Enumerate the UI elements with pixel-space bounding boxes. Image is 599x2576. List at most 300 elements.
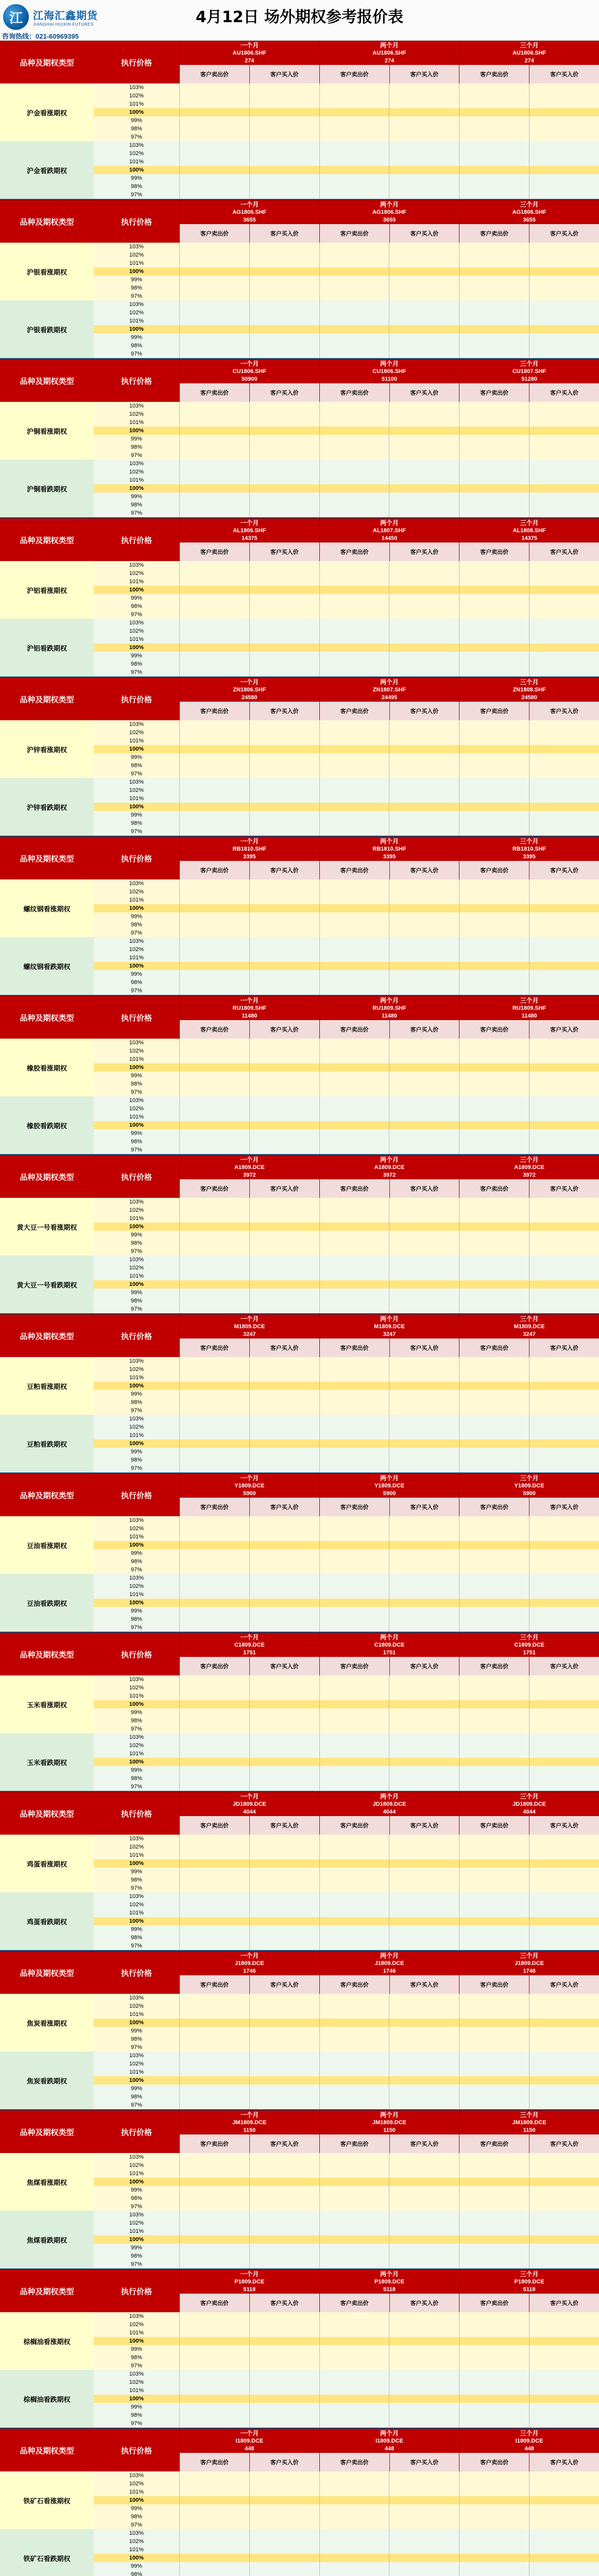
quote-cell (529, 2378, 599, 2386)
quote-cell (319, 2068, 389, 2076)
put-section (0, 460, 599, 517)
quote-cell (249, 1766, 319, 1774)
quote-cell (179, 1464, 249, 1472)
quote-cell (459, 1072, 529, 1080)
quote-cell (179, 720, 249, 728)
call-rows (94, 1516, 599, 1574)
quote-cell (459, 2101, 529, 2109)
quote-cell (179, 643, 249, 652)
quote-cell (529, 100, 599, 108)
call-suffix: 看涨期权 (40, 2020, 67, 2028)
quote-cell (319, 1566, 389, 1574)
quote-cell (249, 619, 319, 627)
put-suffix: 看跌期权 (43, 963, 71, 971)
quote-cell (459, 509, 529, 517)
block-header-months (179, 2429, 599, 2471)
call-type-label (0, 1835, 94, 1892)
quote-cell (249, 904, 319, 912)
quote-cell (249, 1574, 319, 1582)
strike-row (94, 292, 599, 300)
quote-cell (459, 2002, 529, 2010)
contract-code: CU1806.SHF (372, 368, 406, 375)
strike-row (94, 300, 599, 309)
quote-cell (179, 342, 249, 350)
quote-cell (529, 753, 599, 761)
strike-row (94, 1876, 599, 1884)
quote-cell (529, 468, 599, 476)
quote-cell (179, 929, 249, 937)
month-column (179, 2429, 319, 2471)
quote-cell (249, 2537, 319, 2546)
quote-cell (249, 2170, 319, 2178)
quote-cell (529, 819, 599, 827)
call-type-label (0, 1039, 94, 1096)
quote-cell (249, 1843, 319, 1851)
quote-cell (389, 1456, 459, 1464)
contract-price: 3395 (243, 854, 256, 860)
product-name: 沪银 (26, 326, 40, 334)
quote-cell (249, 770, 319, 778)
quote-cell (249, 753, 319, 761)
contract-info (180, 527, 319, 543)
quote-cell (249, 2244, 319, 2252)
quote-cell (389, 2093, 459, 2101)
contract-code: JD1809.DCE (512, 1801, 546, 1807)
strike-row (94, 2411, 599, 2419)
quote-cell (389, 2521, 459, 2529)
quote-cell (319, 1708, 389, 1717)
strike-value: 97% (130, 988, 143, 994)
product-name: 鸡蛋 (26, 1860, 40, 1869)
quote-cell (529, 929, 599, 937)
quote-cell (319, 1374, 389, 1382)
product-type-heading: 品种及期权类型 (20, 58, 74, 67)
contract-code: AU1806.SHF (232, 50, 267, 56)
bid-heading: 客户卖出价 (180, 1338, 249, 1357)
contract-code: JD1809.DCE (232, 1801, 266, 1807)
quote-cell (529, 2480, 599, 2488)
quote-cell (529, 668, 599, 676)
put-section (0, 2370, 599, 2428)
quote-cell (389, 350, 459, 358)
quote-cell (459, 149, 529, 158)
quote-cell (529, 476, 599, 484)
quote-cell (459, 2496, 529, 2504)
month-column (459, 360, 599, 402)
contract-info (180, 1323, 319, 1338)
bid-heading: 客户卖出价 (459, 224, 529, 243)
quote-cell (319, 1138, 389, 1146)
put-suffix: 看跌期权 (40, 1759, 67, 1767)
quote-cell (459, 2170, 529, 2178)
quote-cell (389, 1774, 459, 1783)
strike-value: 98% (130, 444, 143, 450)
month-label: 两个月 (380, 2430, 399, 2437)
quote-cell (529, 284, 599, 292)
strike-row (94, 493, 599, 501)
quote-cell (529, 937, 599, 945)
quote-cell (179, 1590, 249, 1599)
quote-cell (179, 1758, 249, 1766)
quote-cell (459, 1549, 529, 1557)
month-label: 两个月 (380, 1952, 399, 1959)
quote-cell (249, 1901, 319, 1909)
quote-cell (529, 1892, 599, 1901)
quote-cell (529, 125, 599, 133)
strike-value: 102% (129, 1902, 144, 1908)
quote-cell (249, 811, 319, 819)
quote-cell (179, 149, 249, 158)
quote-cell (459, 443, 529, 451)
block-header (0, 1473, 599, 1516)
strike-row (94, 2403, 599, 2411)
block-header-left (0, 2270, 179, 2312)
strike-row (94, 1942, 599, 1950)
bid-ask-heads (180, 1816, 319, 1835)
contract-price: 3395 (523, 854, 536, 860)
strike-row (94, 116, 599, 125)
quote-cell (319, 2084, 389, 2093)
put-type-label (0, 2052, 94, 2109)
strike-row (94, 619, 599, 627)
strike-row (94, 1925, 599, 1934)
quote-cell (389, 276, 459, 284)
quote-cell (249, 1876, 319, 1884)
quote-cell (319, 1917, 389, 1925)
quote-cell (459, 635, 529, 643)
quote-cell (529, 1599, 599, 1607)
quote-cell (249, 1096, 319, 1105)
quote-cell (179, 1692, 249, 1700)
contract-code: RU1809.SHF (232, 1005, 267, 1011)
quote-cell (319, 1398, 389, 1406)
quote-cell (529, 904, 599, 912)
call-suffix: 看涨期权 (40, 1860, 67, 1869)
quote-cell (389, 888, 459, 896)
quote-cell (179, 2529, 249, 2537)
quote-cell (459, 1390, 529, 1398)
quote-cell (319, 819, 389, 827)
month-column (179, 996, 319, 1039)
quote-cell (249, 1590, 319, 1599)
strike-value: 103% (129, 1257, 144, 1263)
quote-cell (459, 2329, 529, 2337)
quote-cell (389, 292, 459, 300)
quote-cell (389, 92, 459, 100)
strike-row (94, 2227, 599, 2235)
quote-cell (179, 1448, 249, 1456)
quote-cell (389, 896, 459, 904)
strike-value: 99% (130, 334, 143, 341)
strike-value: 99% (130, 1608, 143, 1614)
quote-cell (319, 1725, 389, 1733)
quote-cell (459, 1909, 529, 1917)
put-type-label (0, 778, 94, 836)
quote-cell (459, 342, 529, 350)
quote-cell (459, 1994, 529, 2002)
put-suffix: 看跌期权 (40, 1122, 67, 1130)
quote-cell (249, 912, 319, 921)
quote-cell (249, 1783, 319, 1791)
month-label: 一个月 (240, 519, 259, 527)
quote-cell (179, 978, 249, 987)
quote-cell (389, 259, 459, 267)
put-section (0, 1733, 599, 1791)
quote-cell (529, 166, 599, 174)
quote-cell (459, 2521, 529, 2529)
strike-value: 99% (130, 2346, 143, 2352)
quote-cell (179, 1582, 249, 1590)
quote-cell (389, 737, 459, 745)
quote-cell (529, 1423, 599, 1431)
quote-cell (459, 1297, 529, 1305)
strike-value: 98% (130, 2514, 143, 2520)
quote-cell (459, 1398, 529, 1406)
month-label: 一个月 (240, 1156, 259, 1163)
quote-cell (529, 1088, 599, 1096)
quote-cell (249, 1717, 319, 1725)
quote-cell (389, 1783, 459, 1791)
quote-cell (389, 1909, 459, 1917)
put-rows (94, 1892, 599, 1950)
quote-cell (319, 1750, 389, 1758)
contract-price: 274 (384, 58, 395, 64)
quote-cell (249, 2235, 319, 2244)
strike-row (94, 141, 599, 149)
quote-cell (529, 1783, 599, 1791)
quote-cell (389, 578, 459, 586)
quote-cell (249, 243, 319, 251)
quote-cell (459, 770, 529, 778)
quote-cell (179, 627, 249, 635)
strike-row (94, 753, 599, 761)
quote-cell (179, 1129, 249, 1138)
contract-info (180, 1801, 319, 1816)
quote-cell (529, 1055, 599, 1063)
product-type-heading: 品种及期权类型 (20, 217, 74, 227)
quote-cell (319, 325, 389, 333)
strike-value: 103% (129, 2212, 144, 2218)
product-name: 豆粕 (26, 1440, 40, 1449)
strike-value: 99% (130, 2245, 143, 2251)
quote-cell (249, 1256, 319, 1264)
block-header-left (0, 1792, 179, 1835)
quote-cell (529, 2320, 599, 2329)
quote-cell (389, 1047, 459, 1055)
quote-cell (319, 921, 389, 929)
strike-row (94, 1256, 599, 1264)
quote-cell (319, 2194, 389, 2202)
strike-value: 98% (130, 820, 143, 826)
quote-cell (459, 1096, 529, 1105)
quote-cell (529, 317, 599, 325)
strike-value: 101% (129, 2069, 144, 2075)
quote-cell (459, 1884, 529, 1892)
call-section (0, 1039, 599, 1096)
bid-ask-heads (459, 1816, 599, 1835)
quote-cell (179, 1623, 249, 1632)
quote-cell (249, 317, 319, 325)
strike-row (94, 1623, 599, 1632)
quote-cell (249, 1675, 319, 1684)
quote-cell (459, 652, 529, 660)
contract-info (320, 2437, 459, 2453)
quote-cell (459, 811, 529, 819)
quote-cell (459, 1851, 529, 1859)
block-header (0, 200, 599, 243)
product-block (0, 1792, 599, 1951)
quote-cell (319, 1264, 389, 1272)
month-column (459, 2429, 599, 2471)
strike-value: 100% (129, 1542, 144, 1548)
strike-row (94, 896, 599, 904)
quote-cell (389, 182, 459, 191)
quote-cell (249, 333, 319, 342)
quote-cell (459, 1206, 529, 1214)
call-type-label (0, 1516, 94, 1574)
put-suffix: 看跌期权 (40, 645, 67, 653)
block-header-months (179, 1952, 599, 1994)
bid-ask-heads (320, 383, 459, 402)
quote-cell (179, 1289, 249, 1297)
quote-cell (459, 561, 529, 569)
quote-cell (389, 2235, 459, 2244)
quote-cell (319, 627, 389, 635)
bid-ask-heads (459, 224, 599, 243)
strike-row (94, 1272, 599, 1280)
strike-row (94, 174, 599, 182)
quote-cell (459, 2337, 529, 2345)
quote-cell (249, 1892, 319, 1901)
quote-cell (249, 2068, 319, 2076)
strike-value: 98% (130, 2571, 143, 2576)
block-header (0, 41, 599, 83)
quote-cell (179, 108, 249, 116)
quote-cell (459, 158, 529, 166)
quote-cell (249, 2219, 319, 2227)
block-header-left (0, 996, 179, 1039)
quote-cell (389, 125, 459, 133)
strike-row (94, 1039, 599, 1047)
quote-cell (249, 2353, 319, 2362)
quote-cell (389, 1835, 459, 1843)
quote-cell (389, 443, 459, 451)
product-name: 焦炭 (26, 2077, 40, 2086)
contract-info (459, 2119, 599, 2134)
quote-cell (249, 1423, 319, 1431)
strike-value: 100% (129, 1281, 144, 1287)
ask-heading: 客户买入价 (529, 2294, 599, 2312)
quote-cell (179, 2194, 249, 2202)
quote-cell (249, 1741, 319, 1750)
quote-cell (249, 720, 319, 728)
product-name: 焦炭 (26, 2020, 40, 2028)
quote-cell (459, 794, 529, 803)
quote-cell (249, 1909, 319, 1917)
strike-row (94, 1901, 599, 1909)
quote-cell (529, 1692, 599, 1700)
quote-cell (389, 2403, 459, 2411)
product-name: 棕榈油 (23, 2338, 44, 2346)
quote-cell (529, 1096, 599, 1105)
bid-heading: 客户卖出价 (320, 1816, 389, 1835)
strike-heading: 执行价格 (121, 535, 152, 545)
quote-cell (389, 309, 459, 317)
strike-row (94, 2386, 599, 2395)
put-rows (94, 1574, 599, 1632)
quote-cell (319, 1533, 389, 1541)
quote-cell (459, 2554, 529, 2562)
product-name: 鸡蛋 (26, 1918, 40, 1926)
page-title: 4月12日 场外期权参考报价表 (195, 8, 404, 26)
quote-cell (459, 92, 529, 100)
strike-heading: 执行价格 (121, 1172, 152, 1182)
strike-row (94, 1733, 599, 1741)
quote-cell (389, 1055, 459, 1063)
quote-cell (179, 1549, 249, 1557)
quote-cell (529, 2386, 599, 2395)
quote-cell (179, 896, 249, 904)
quote-cell (459, 292, 529, 300)
strike-row (94, 2504, 599, 2513)
strike-value: 98% (130, 285, 143, 291)
strike-row (94, 643, 599, 652)
quote-cell (389, 2153, 459, 2161)
quote-cell (459, 921, 529, 929)
quote-cell (179, 737, 249, 745)
quote-cell (389, 2345, 459, 2353)
quote-cell (319, 2219, 389, 2227)
quote-cell (249, 1239, 319, 1247)
strike-row (94, 100, 599, 108)
product-name: 黄大豆一号 (16, 1224, 50, 1232)
quote-cell (249, 2252, 319, 2260)
quote-cell (529, 578, 599, 586)
strike-value: 103% (129, 938, 144, 944)
quote-cell (249, 1055, 319, 1063)
call-section (0, 1675, 599, 1733)
quote-cell (529, 410, 599, 418)
strike-row (94, 1582, 599, 1590)
quote-cell (459, 2068, 529, 2076)
quote-cell (319, 1741, 389, 1750)
contract-price: 14450 (381, 535, 398, 541)
strike-row (94, 2529, 599, 2537)
strike-value: 100% (129, 2396, 144, 2402)
bid-ask-heads (320, 224, 459, 243)
quote-cell (179, 970, 249, 978)
strike-row (94, 1884, 599, 1892)
quote-cell (249, 427, 319, 435)
strike-row (94, 2345, 599, 2353)
quote-cell (179, 1080, 249, 1088)
month-column (179, 1792, 319, 1835)
strike-value: 103% (129, 1040, 144, 1046)
strike-value: 103% (129, 84, 144, 91)
quote-cell (459, 1835, 529, 1843)
strike-value: 100% (129, 485, 144, 492)
ask-heading: 客户买入价 (249, 1816, 319, 1835)
quote-cell (319, 978, 389, 987)
quote-cell (319, 1113, 389, 1121)
quote-cell (459, 2010, 529, 2019)
strike-value: 97% (130, 1726, 143, 1732)
quote-cell (249, 2570, 319, 2576)
quote-cell (249, 2403, 319, 2411)
quote-cell (249, 1129, 319, 1138)
quote-cell (389, 1557, 459, 1566)
strike-value: 98% (130, 2253, 143, 2259)
